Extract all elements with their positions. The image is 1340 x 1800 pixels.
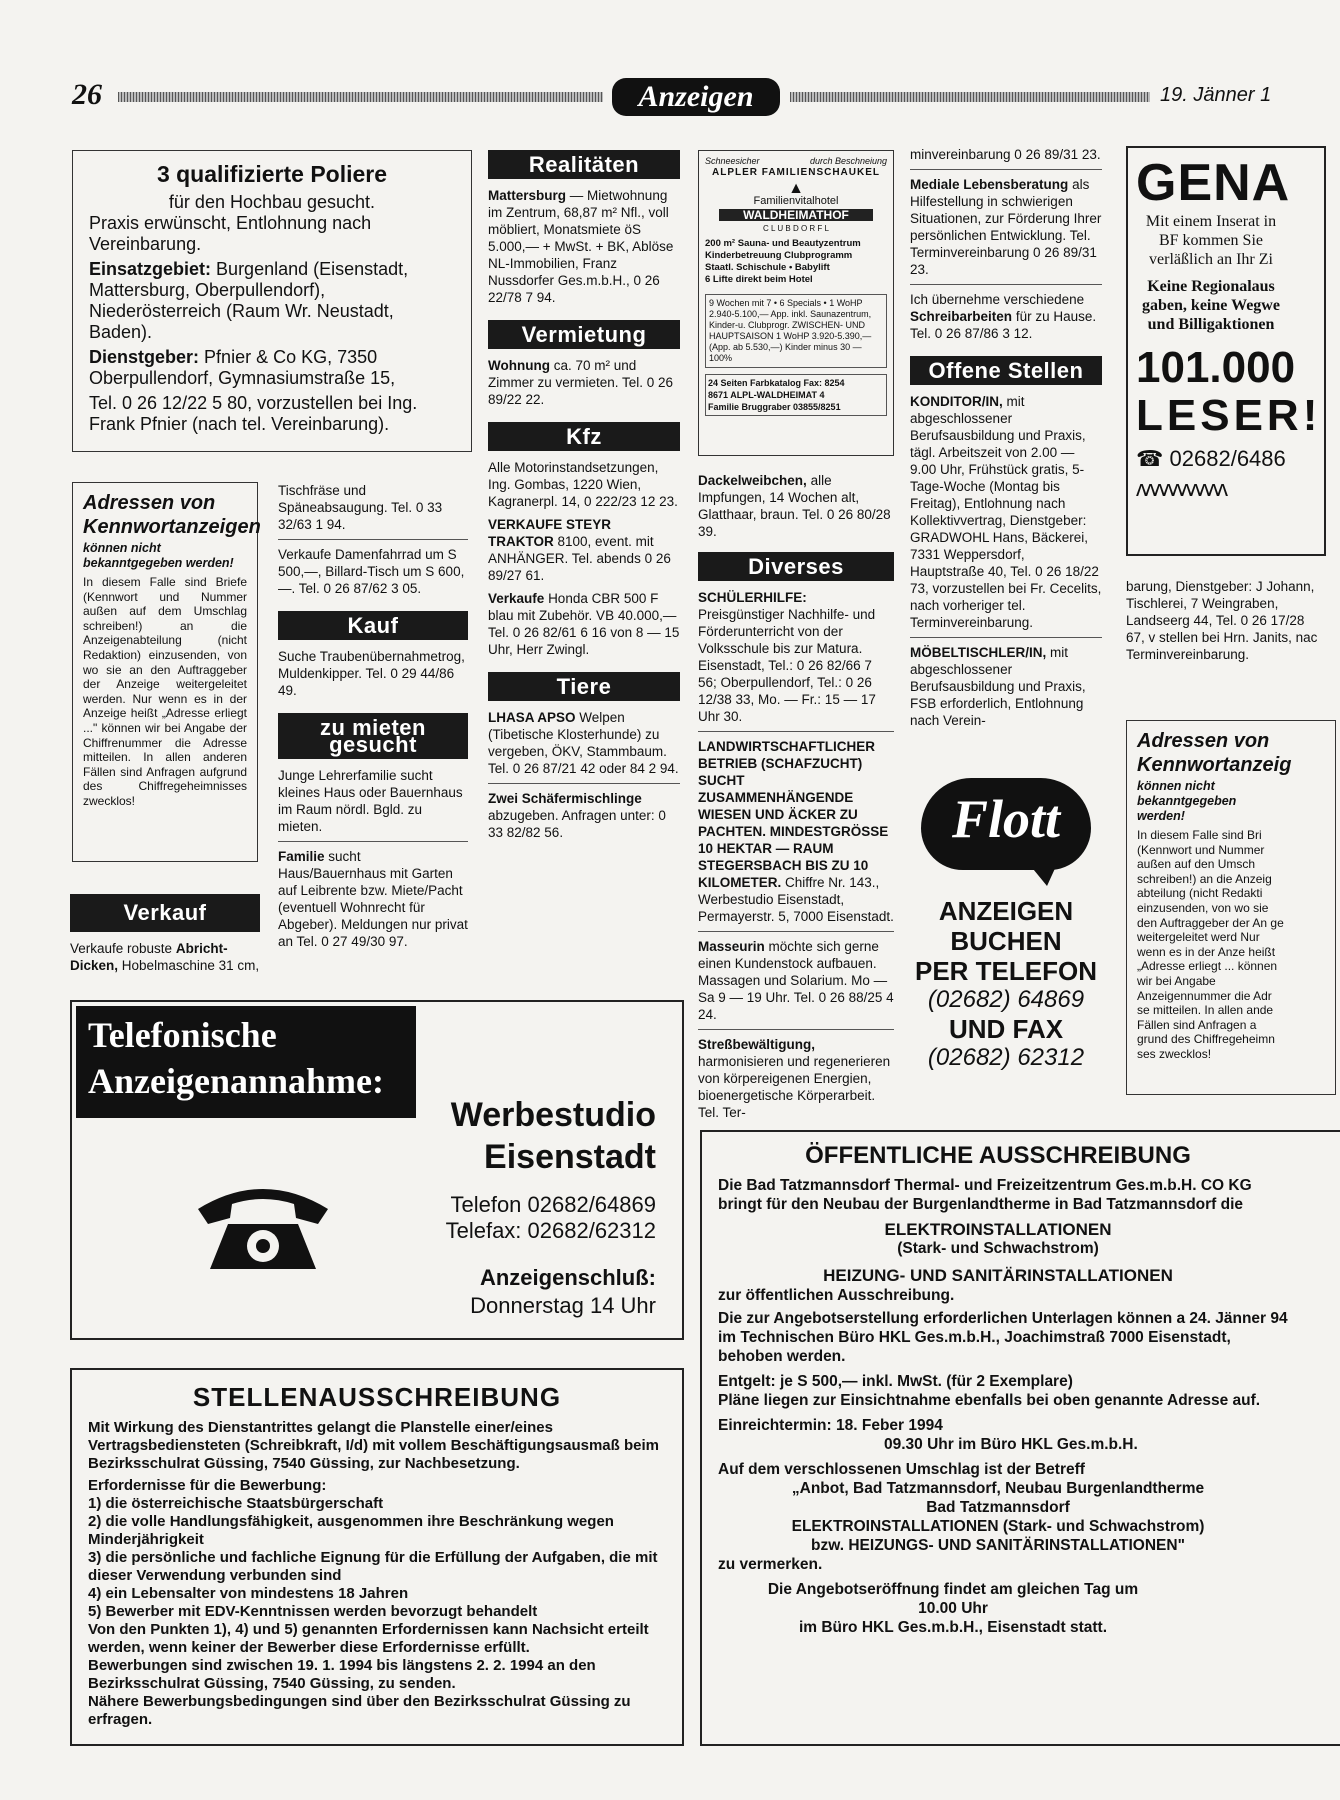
vermietung-bold: Wohnung	[488, 358, 550, 373]
kfz-ad-3-bold: Verkaufe	[488, 591, 545, 606]
studio-line-1: Werbestudio	[450, 1096, 656, 1134]
flott-phone: (02682) 64869	[927, 986, 1085, 1013]
zigzag-decoration: ʌʌʌʌʌʌʌʌʌʌ	[1136, 476, 1226, 501]
ad-tischfraese: Tischfräse und Späneabsaugung. Tel. 0 33 32/63 1 94.	[278, 483, 443, 532]
hotel-footer-2: 8671 ALPL-WALDHEIMAT 4	[708, 390, 825, 400]
ad-damenfahrrad: Verkaufe Damenfahrrad um S 500,—, Billard-Tisch um S 600,—. Tel. 0 26 87/62 3 05.	[278, 547, 465, 596]
kfz-ad-1: Alle Motorinstandsetzungen, Ing. Gombas, 1220 Wien, Kagranerpl. 14, 0 222/23 12 23.	[488, 460, 678, 509]
moebel-ad: mit abgeschlossener Berufsausbildung und Praxis, FSB erforderlich, Entlohnung nach Verein-	[910, 645, 1086, 728]
schueler-ad: Preisgünstiger Nachhilfe- und Förderunterricht von der Volksschule bis zur Matura. Eisenstadt, Tel.: 0 26 82/66 7 56; Oberpullendorf, Tel.: 0 26 12/38 33, Mo. — Fr.: 15 — 17 Uhr 30.	[698, 607, 876, 724]
vermietung-ad: ca. 70 m² und Zimmer zu vermieten. Tel. 0 26 89/22 22.	[488, 358, 674, 407]
phone-icon: ☎	[1136, 446, 1164, 471]
konditor-ad: mit abgeschlossener Berufsausbildung und Praxis, tägl. Arbeitszeit von 2.00 — 9.00 Uhr, Frühstück gratis, 5-Tage-Woche (Montag bis Freitag), Entlohnung nach Kollektivvertrag, Dienstgeber: GRADWOHL Hans, Bäckerei, 7331 Weppersdorf, Hauptstraße 40, Tel. 0 26 18/22 73, vorzustellen bei Fr. Cecelits, nach vorheriger tel. Terminvereinbarung.	[910, 394, 1102, 630]
hotel-feat-3: Staatl. Schischule • Babylift	[705, 262, 830, 273]
kfz-ad-3: Honda CBR 500 F blau mit Zubehör. VB 40.000,— Tel. 0 26 82/61 6 16 von 8 — 15 Uhr, Herr Zwingl.	[488, 591, 680, 657]
hotel-sub: Familienvitalhotel	[753, 195, 839, 207]
oeff-termin-label: Einreichtermin:	[718, 1417, 832, 1434]
schueler-bold: SCHÜLERHILFE:	[698, 590, 807, 605]
mountain-icon: ▲	[788, 180, 804, 197]
tiere-ad-1-bold: LHASA APSO	[488, 710, 576, 725]
kennwort-title: Adressen von Kennwortanzeigen	[83, 492, 261, 538]
dackel-ad: alle Impfungen, 14 Wochen alt, Glatthaar, braun. Tel. 0 26 80/28 39.	[698, 473, 891, 539]
genau-slogan: Mit einem Inserat in BF kommen Sie verläßlich an Ihr Zi	[1145, 213, 1277, 268]
oeff-item-1: ELEKTROINSTALLATIONEN	[884, 1220, 1112, 1239]
poliere-title: 3 qualifizierte Poliere	[156, 161, 388, 187]
oeff-termin: 18. Feber 1994	[836, 1417, 943, 1434]
oeff-termin-2: 09.30 Uhr im Büro HKL Ges.m.b.H.	[884, 1436, 1138, 1453]
header-rule-left	[118, 92, 603, 102]
hotel-name: WALDHEIMATHOF	[719, 209, 873, 221]
stellen-req-3: 3) die persönliche und fachliche Eignung für die Erfüllung der Aufgaben, die mit dieser Verwendung verbunden sind	[88, 1549, 658, 1584]
vermietung-heading: Vermietung	[488, 320, 680, 349]
poliere-einsatz-label: Einsatzgebiet:	[89, 259, 212, 279]
tiere-ad-1: Welpen (Tibetische Klosterhunde) zu vergeben, ÖKV, Stammbaum. Tel. 0 26 87/21 42 oder 84 2 94.	[488, 710, 679, 776]
hotel-footer-3: Familie Bruggraber 03855/8251	[708, 402, 841, 412]
oeff-betreff-3: ELEKTROINSTALLATIONEN (Stark- und Schwachstrom)	[791, 1518, 1205, 1535]
lebens-bold: Mediale Lebensberatung	[910, 177, 1069, 192]
verkauf-section	[70, 888, 260, 974]
stellen-note: Von den Punkten 1), 4) und 5) genannten Erfordernissen kann Nachsicht erteilt werden, wenn keiner der Bewerber diese Erfordernisse erfüllt.	[88, 1621, 649, 1656]
oeff-fee: je S 500,— inkl. MwSt. (für 2 Exemplare)	[780, 1373, 1073, 1390]
oeff-opening-1: Die Angebotseröffnung findet am gleichen Tag um	[767, 1581, 1139, 1598]
oeff-opening-3: im Büro HKL Ges.m.b.H., Eisenstadt statt.	[798, 1619, 1108, 1636]
poliere-einsatz: Burgenland (Eisenstadt, Mattersburg, Oberpullendorf), Niederösterreich (Raum Wr. Neustadt, Baden).	[89, 259, 409, 342]
stress-ad: harmonisieren und regenerieren von körpereigenen Energien, bioenergetische Körperarbeit. Tel. Ter-	[698, 1054, 891, 1120]
kennwort-right-subtitle: können nicht bekanntgegeben werden!	[1137, 779, 1237, 823]
col6-cont: barung, Dienstgeber: J Johann, Tischlerei, 7 Weingraben, Landseerg 44, Tel. 0 26 17/28 67, v stellen bei Hrn. Janits, nac Terminvereinbarung.	[1126, 579, 1318, 662]
oeff-fee-label: Entgelt:	[718, 1373, 776, 1390]
poliere-line1: für den Hochbau gesucht.	[168, 192, 376, 212]
flott-line-2: BUCHEN	[950, 926, 1062, 956]
realitaeten-bold: Mattersburg	[488, 188, 567, 203]
hotel-feat-2: Kinderbetreuung Clubprogramm	[705, 250, 853, 261]
leser-number: 101.000	[1136, 343, 1296, 392]
hotel-tag-left: Schneesicher	[705, 156, 760, 166]
hotel-tag-right: durch Beschneiung	[809, 156, 887, 166]
kennwort-right-title: Adressen von Kennwortanzeig	[1137, 730, 1292, 776]
oeff-docs: Die zur Angebotserstellung erforderlichen Unterlagen können a 24. Jänner 94 im Technischen Büro HKL Ges.m.b.H., Joachimstraß 7000 Eisenstadt, behoben werden.	[718, 1310, 1288, 1365]
poliere-ad	[72, 150, 472, 452]
column-4	[698, 472, 894, 1127]
studio-telefon: Telefon 02682/64869	[450, 1192, 656, 1217]
flott-fax: (02682) 62312	[927, 1044, 1085, 1071]
studio-line-2: Eisenstadt	[484, 1138, 656, 1176]
issue-date: 19. Jänner 1	[1160, 84, 1272, 106]
stress-bold: Streßbewältigung,	[698, 1037, 816, 1052]
realitaeten-heading: Realitäten	[488, 150, 680, 179]
column-2	[278, 482, 468, 956]
oeff-opening-2: 10.00 Uhr	[918, 1600, 988, 1617]
telefon-box	[70, 1000, 684, 1340]
kennwort-box-right	[1126, 720, 1292, 1095]
studio-telefax: Telefax: 02682/62312	[445, 1218, 656, 1243]
konditor-bold: KONDITOR/IN,	[910, 394, 1003, 409]
genau-phone: 02682/6486	[1169, 446, 1286, 471]
anzeigenschluss-day: Donnerstag 14 Uhr	[470, 1293, 656, 1318]
leser-label: LESER!	[1136, 391, 1322, 440]
ad-familie: sucht Haus/Bauernhaus mit Garten auf Leibrente bzw. Miete/Pacht (eventuell Wohnrecht für Abgeber). Meldungen nur privat an Tel. 0 27 49/30 97.	[278, 849, 468, 949]
stellen-title: STELLENAUSSCHREIBUNG	[192, 1382, 562, 1412]
telefon-title-block	[76, 1006, 416, 1118]
realitaeten-ad: — Mietwohnung im Zentrum, 68,87 m² Nfl., voll möbliert, Monatsmiete öS 5.000,— + MwSt. + BK, Ablöse NL-Immobilien, Franz Nussdorfer Ges.m.b.H., 0 26 22/78 7 94.	[488, 188, 674, 305]
kfz-ad-2: 8100, event. mit ANHÄNGER. Tel. abends 0 26 89/27 61.	[488, 534, 671, 583]
stellen-req-1: 1) die österreichische Staatsbürgerschaft	[88, 1495, 384, 1512]
schreib-ad: für zu Hause. Tel. 0 26 87/86 3 12.	[910, 309, 1097, 341]
kfz-ad-2-bold: VERKAUFE STEYR TRAKTOR	[488, 517, 612, 549]
oeff-betreff-1: „Anbot, Bad Tatzmannsdorf, Neubau Burgenlandtherme	[791, 1480, 1205, 1497]
landwirt-ad: LANDWIRTSCHAFTLICHER BETRIEB (SCHAFZUCHT) SUCHT ZUSAMMENHÄNGENDE WIESEN UND ÄCKER ZU PACHTEN. MINDESTGRÖSSE 10 HEKTAR — RAUM STEGERSBACH BIS ZU 10 KILOMETER.	[698, 739, 889, 890]
stellen-req-2: 2) die volle Handlungsfähigkeit, ausgenommen ihre Beschränkung wegen Minderjährigkeit	[88, 1513, 614, 1548]
schreib-pre: Ich übernehme verschiedene	[910, 292, 1085, 307]
col5-cont: minvereinbarung 0 26 89/31 23.	[910, 147, 1101, 162]
stellen-intro: Mit Wirkung des Dienstantrittes gelangt die Planstelle einer/eines Vertragsbediensteten (Schreibkraft, I/d) mit vollem Beschäftigungsausmaß beim Bezirksschulrat Güssing, 7540 Güssing, zur Nachbesetzung.	[88, 1419, 659, 1472]
oeff-betreff-pre: Auf dem verschlossenen Umschlag ist der Betreff	[718, 1461, 1085, 1478]
anzeigenschluss-label: Anzeigenschluß:	[479, 1265, 656, 1290]
telefon-title-1: Telefonische	[88, 1015, 277, 1055]
kfz-heading: Kfz	[488, 422, 680, 451]
column-5	[910, 146, 1102, 735]
telefon-title-2: Anzeigenannahme:	[88, 1061, 384, 1101]
stellen-req-4: 4) ein Lebensalter von mindestens 18 Jahren	[88, 1585, 409, 1602]
gesucht-heading: zu mieten gesucht	[278, 713, 468, 759]
verkauf-ad-pre: Verkaufe robuste	[70, 941, 173, 956]
flott-line-1: ANZEIGEN	[938, 896, 1074, 926]
verkauf-ad-bold: Abricht-Dicken,	[70, 941, 228, 973]
offene-heading: Offene Stellen	[910, 356, 1102, 385]
oeff-item-2-sub: zur öffentlichen Ausschreibung.	[718, 1287, 955, 1304]
oeff-title: ÖFFENTLICHE AUSSCHREIBUNG	[805, 1142, 1191, 1169]
flott-ad	[908, 778, 1104, 1072]
column-6	[1126, 146, 1322, 546]
genau-slogan-2: Keine Regionalaus gaben, keine Wegwe und Billigaktionen	[1142, 278, 1280, 333]
telephone-icon	[188, 1174, 338, 1274]
oeffentliche-ausschreibung	[700, 1130, 1289, 1750]
hotel-footer-1: 24 Seiten Farbkatalog Fax: 8254	[708, 378, 845, 388]
tiere-heading: Tiere	[488, 672, 680, 701]
stellenausschreibung-box	[70, 1368, 684, 1746]
moebel-bold: MÖBELTISCHLER/IN,	[910, 645, 1047, 660]
kennwort-right-body: In diesem Falle sind Bri (Kennwort und Nummer außen auf den Umsch schreiben!) an die Anzeig abteilung (nicht Redakti einzusenden, von wo sie den Auftraggeber der An ge weitergeleitet werd Nur wenn es in der Anze heißt „Adresse erliegt ... können wir bei Angabe Anzeigennummer die Adr se mitteilen. In allen ande Fällen sind Anfragen a grund des Chiffregeheimn ses zwecklos!	[1137, 828, 1284, 1061]
page-number: 26	[72, 78, 102, 111]
kauf-heading: Kauf	[278, 611, 468, 640]
kennwort-box-left	[72, 482, 261, 862]
oeff-betreff-4: bzw. HEIZUNGS- UND SANITÄRINSTALLATIONEN"	[811, 1537, 1185, 1554]
hotel-feat-1: 200 m² Sauna- und Beautyzentrum	[705, 238, 861, 249]
tiere-ad-2: abzugeben. Anfragen unter: 0 33 82/82 56.	[488, 808, 666, 840]
masseurin-ad: möchte sich gerne einen Kundenstock aufbauen. Massagen und Solarium. Mo — Sa 9 — 19 Uhr. Tel. 0 26 88/25 4 24.	[698, 939, 894, 1022]
stellen-more: Nähere Bewerbungsbedingungen sind über den Bezirksschulrat Güssing zu erfragen.	[88, 1693, 631, 1728]
stellen-deadline: Bewerbungen sind zwischen 19. 1. 1994 bis längstens 2. 2. 1994 an den Bezirksschulrat Güssing, 7540 Güssing, zu senden.	[88, 1657, 596, 1692]
flott-line-4: UND FAX	[948, 1014, 1064, 1044]
oeff-betreff-post: zu vermerken.	[718, 1556, 823, 1573]
oeff-plans: Pläne liegen zur Einsichtnahme ebenfalls bei oben genannte Adresse auf.	[718, 1392, 1261, 1409]
oeff-intro: Die Bad Tatzmannsdorf Thermal- und Freizeitzentrum Ges.m.b.H. CO KG bringt für den Neubau der Burgenlandtherme in Bad Tatzmannsdorf die	[718, 1177, 1252, 1213]
tiere-ad-2-bold: Zwei Schäfermischlinge	[488, 791, 642, 806]
genau-title: GENA	[1136, 154, 1291, 212]
landwirt-chiffre: Chiffre Nr. 143., Werbestudio Eisenstadt, Permayerstr. 5, 7000 Eisenstadt.	[698, 875, 894, 924]
ad-lehrerfamilie: Junge Lehrerfamilie sucht kleines Haus oder Bauernhaus im Raum nördl. Bgld. zu mieten.	[278, 768, 463, 834]
flott-logo: Flott	[951, 789, 1061, 849]
poliere-line2: Praxis erwünscht, Entlohnung nach Vereinbarung.	[89, 213, 372, 254]
speech-bubble-icon	[921, 778, 1091, 870]
kennwort-body: In diesem Falle sind Briefe (Kennwort und Nummer außen auf dem Umschlag schreiben!) an die Anzeigenabteilung (nicht Redaktion) einzusenden, von wo sie an den Auftraggeber der Anzeige weitergeleitet werden. Nur wenn es in der Anzeige heißt „Adresse erliegt ..." können wir bei Angabe der Chiffrenummer die Adresse mitteilen. In allen anderen Fällen sind Anfragen aufgrund des Chiffregeheimnisses zwecklos!	[83, 575, 247, 808]
stellen-req-title: Erfordernisse für die Bewerbung:	[88, 1477, 327, 1494]
ad-traubentrog: Suche Traubenübernahmetrog, Muldenkipper. Tel. 0 29 44/86 49.	[278, 649, 465, 698]
column-3	[488, 150, 680, 847]
masseurin-bold: Masseurin	[698, 939, 765, 954]
dackel-bold: Dackelweibchen,	[698, 473, 807, 488]
lebens-ad: als Hilfestellung in schwierigen Situationen, zur Förderung Ihrer persönlichen Entwicklung. Tel. Terminvereinbarung 0 26 89/31 23.	[910, 177, 1102, 277]
verkauf-heading: Verkauf	[70, 894, 260, 932]
oeff-item-1-sub: (Stark- und Schwachstrom)	[897, 1240, 1099, 1257]
ad-familie-bold: Familie	[278, 849, 325, 864]
hotel-ad	[698, 150, 894, 456]
flott-line-3: PER TELEFON	[914, 956, 1097, 986]
diverses-heading: Diverses	[698, 552, 894, 581]
hotel-prices: 9 Wochen mit 7 • 6 Specials • 1 WoHP 2.940-5.100,— App. inkl. Saunazentrum, Kinder-u. Clubprogr. ZWISCHEN- UND HAUPTSAISON 1 WoHP 3.920-5.390,— (App. ab 5.530,—) Kinder minus 30 — 100%	[705, 294, 887, 368]
poliere-contact: Tel. 0 26 12/22 5 80, vorzustellen bei Ing. Frank Pfnier (nach tel. Vereinbarung).	[89, 393, 418, 434]
oeff-betreff-2: Bad Tatzmannsdorf	[926, 1499, 1070, 1516]
verkauf-ad-post: Hobelmaschine 31 cm,	[121, 958, 260, 973]
kennwort-subtitle: können nicht bekanntgegeben werden!	[83, 541, 234, 570]
hotel-feat-4: 6 Lifte direkt beim Hotel	[705, 274, 813, 285]
schreib-bold: Schreibarbeiten	[910, 309, 1013, 324]
section-title: Anzeigen	[612, 78, 780, 116]
poliere-dienst-label: Dienstgeber:	[89, 347, 200, 367]
poliere-dienst: Pfnier & Co KG, 7350 Oberpullendorf, Gymnasiumstraße 15,	[89, 347, 396, 388]
oeff-item-2: HEIZUNG- UND SANITÄRINSTALLATIONEN	[823, 1266, 1173, 1285]
hotel-club: C L U B D O R F L	[763, 224, 829, 233]
header-rule-right	[790, 92, 1150, 102]
hotel-brand: ALPLER FAMILIENSCHAUKEL	[712, 167, 880, 178]
column-6-cont	[1126, 578, 1318, 688]
stellen-req-5: 5) Bewerber mit EDV-Kenntnissen werden bevorzugt behandelt	[88, 1603, 538, 1620]
